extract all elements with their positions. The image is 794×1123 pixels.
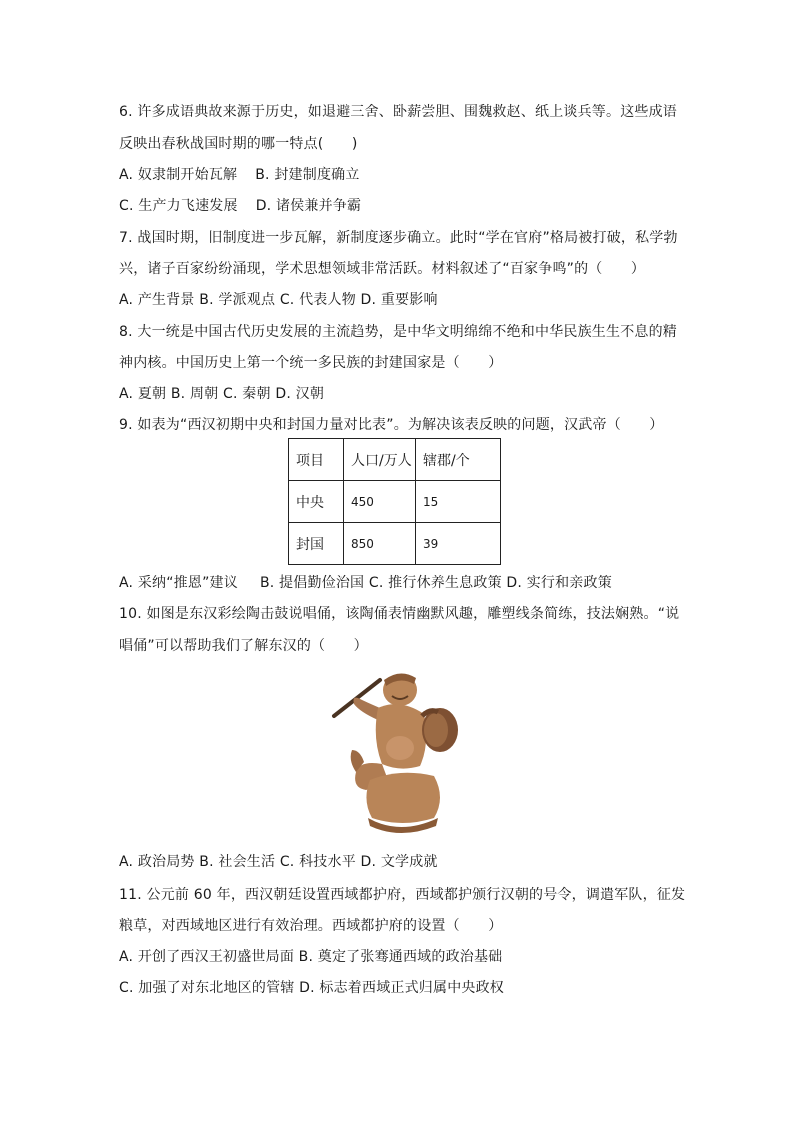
q9-options	[119, 573, 699, 593]
table-cell: 15	[416, 481, 501, 523]
q11-stem-line1: 11. 公元前 60 年，西汉朝廷设置西域都护府，西域都护颁行汉朝的号令，调遣军队，征发	[119, 887, 686, 903]
q6-stem-line2: 反映出春秋战国时期的哪一特点( )	[119, 136, 358, 152]
q8-options: A. 夏朝 B. 周朝 C. 秦朝 D. 汉朝	[119, 386, 325, 402]
q9-comparison-table	[288, 438, 501, 565]
q7-stem-line2: 兴，诸子百家纷纷涌现，学术思想领域非常活跃。材料叙述了“百家争鸣”的（ ）	[119, 261, 646, 277]
q11-stem-line2: 粮草，对西域地区进行有效治理。西域都护府的设置（ ）	[119, 918, 503, 934]
q11-options-row2: C. 加强了对东北地区的管辖 D. 标志着西域正式归属中央政权	[119, 980, 505, 996]
table-row	[289, 481, 501, 523]
belly	[386, 736, 414, 760]
q6-options-row1	[119, 165, 699, 185]
table-row	[289, 523, 501, 565]
q8-stem-line2: 神内核。中国历史上第一个统一多民族的封建国家是（ ）	[119, 355, 503, 371]
q10-stem-line2: 唱俑”可以帮助我们了解东汉的（ ）	[119, 638, 368, 654]
q7-stem-line1: 7. 战国时期，旧制度进一步瓦解，新制度逐步确立。此时“学在官府”格局被打破，私学勃	[119, 230, 678, 246]
q6-option-c: C. 生产力飞速发展	[119, 198, 238, 214]
drummer-storyteller-figurine-image	[330, 668, 465, 838]
drum-face	[424, 713, 448, 747]
raised-arm	[354, 698, 381, 720]
q10-options: A. 政治局势 B. 社会生活 C. 科技水平 D. 文学成就	[119, 854, 438, 870]
table-header-cell: 项目	[289, 439, 344, 481]
table-header-cell: 人口/万人	[344, 439, 416, 481]
table-cell: 封国	[289, 523, 344, 565]
q6-option-d: D. 诸侯兼并争霸	[255, 198, 362, 214]
table-header-cell: 辖郡/个	[416, 439, 501, 481]
table-header-row	[289, 439, 501, 481]
q11-options-row1: A. 开创了西汉王初盛世局面 B. 奠定了张骞通西域的政治基础	[119, 949, 503, 965]
q6-stem-line1: 6. 许多成语典故来源于历史，如退避三舍、卧薪尝胆、围魏救赵、纸上谈兵等。这些成语	[119, 104, 678, 120]
lower-body	[366, 773, 440, 823]
q10-stem-line1: 10. 如图是东汉彩绘陶击鼓说唱俑，该陶俑表情幽默风趣，雕塑线条简练，技法娴熟。“说	[119, 606, 680, 622]
q8-stem-line1: 8. 大一统是中国古代历史发展的主流趋势，是中华文明绵绵不绝和中华民族生生不息的精	[119, 324, 678, 340]
table-cell: 中央	[289, 481, 344, 523]
q9-option-bcd: B. 提倡勤俭治国 C. 推行休养生息政策 D. 实行和亲政策	[259, 575, 612, 591]
table-cell: 39	[416, 523, 501, 565]
q6-options-row2	[119, 196, 699, 216]
table-cell: 450	[344, 481, 416, 523]
table-cell: 850	[344, 523, 416, 565]
q6-option-b: B. 封建制度确立	[255, 167, 360, 183]
q9-stem-line1: 9. 如表为“西汉初期中央和封国力量对比表”。为解决该表反映的问题，汉武帝（ ）	[119, 417, 664, 433]
q6-option-a: A. 奴隶制开始瓦解	[119, 167, 238, 183]
q7-options: A. 产生背景 B. 学派观点 C. 代表人物 D. 重要影响	[119, 292, 438, 308]
q9-option-a: A. 采纳“推恩”建议	[119, 575, 238, 591]
